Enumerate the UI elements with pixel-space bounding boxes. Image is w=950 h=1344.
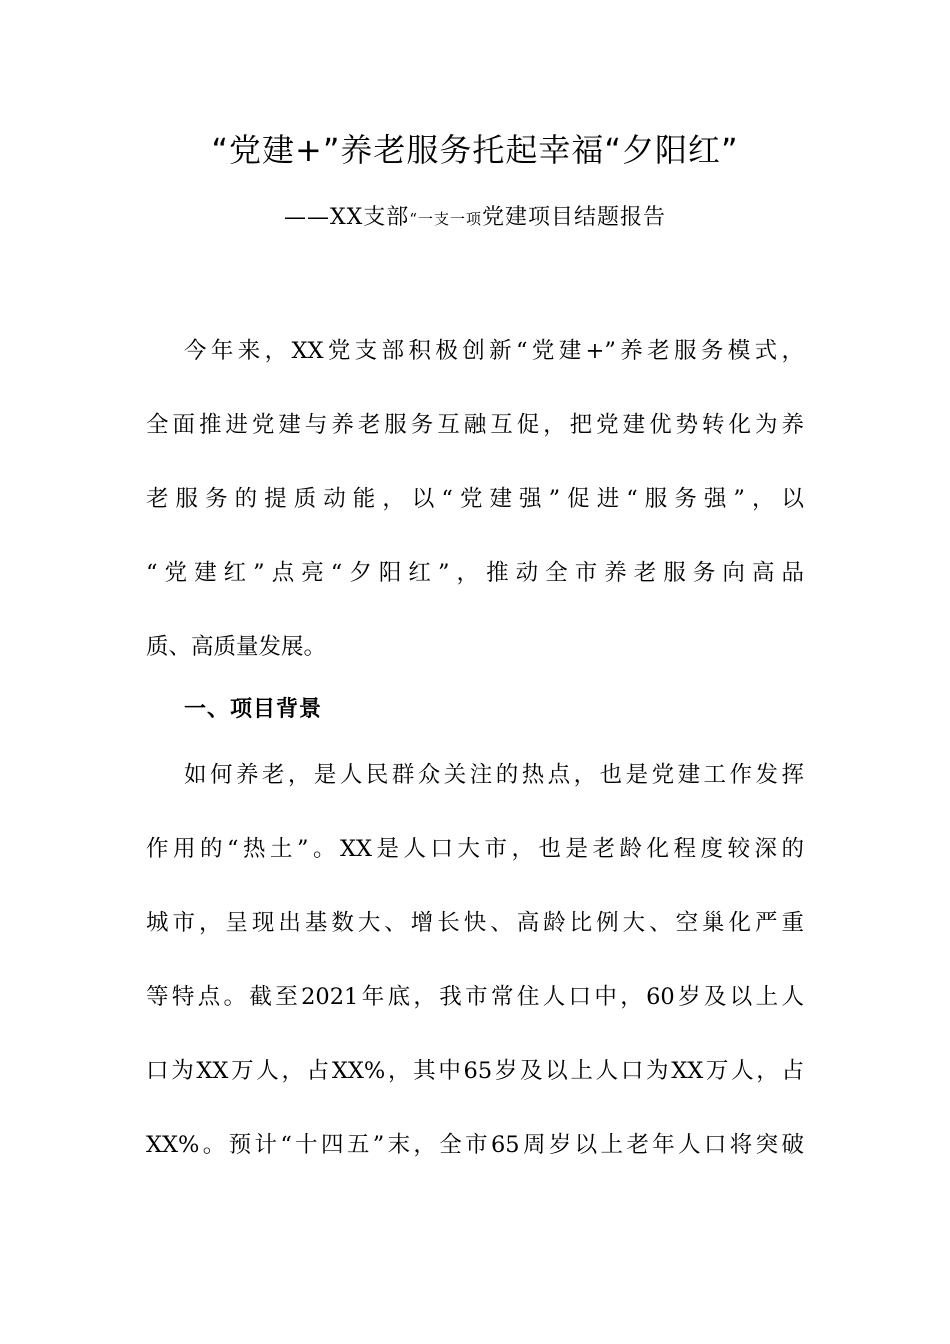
intro-line-2: 全面推进党建与养老服务互融互促，把党建优势转化为养 <box>146 412 804 438</box>
section1-line-3: 城市，呈现出基数大、增长快、高龄比例大、空巢化严重 <box>146 910 804 936</box>
subtitle-prefix: ——XX支部 <box>283 205 410 230</box>
intro-line-3: 老服务的提质动能，以“党建强”促进“服务强”，以 <box>146 486 804 512</box>
subtitle-small-text: “一支一项 <box>409 210 482 228</box>
section1-line-4: 等特点。截至2021年底，我市常住人口中，60岁及以上人 <box>146 984 804 1010</box>
section1-line-1: 如何养老，是人民群众关注的热点，也是党建工作发挥 <box>184 762 804 788</box>
intro-line-5: 质、高质量发展。 <box>146 634 327 660</box>
subtitle-suffix: 党建项目结题报告 <box>481 205 666 230</box>
section1-line-5: 口为XX万人，占XX%，其中65岁及以上人口为XX万人，占 <box>146 1058 804 1084</box>
intro-line-4: “党建红”点亮“夕阳红”，推动全市养老服务向高品 <box>146 560 804 586</box>
intro-line-1: 今年来，XX党支部积极创新“党建+”养老服务模式， <box>184 338 804 364</box>
document-title: “党建+”养老服务托起幸福“夕阳红” <box>211 131 739 169</box>
section-heading-background: 一、项目背景 <box>184 697 323 722</box>
section1-line-2: 作用的“热土”。XX是人口大市，也是老龄化程度较深的 <box>146 836 804 862</box>
document-subtitle <box>0 198 950 239</box>
section1-line-6: XX%。预计“十四五”末，全市65周岁以上老年人口将突破 <box>146 1132 804 1158</box>
